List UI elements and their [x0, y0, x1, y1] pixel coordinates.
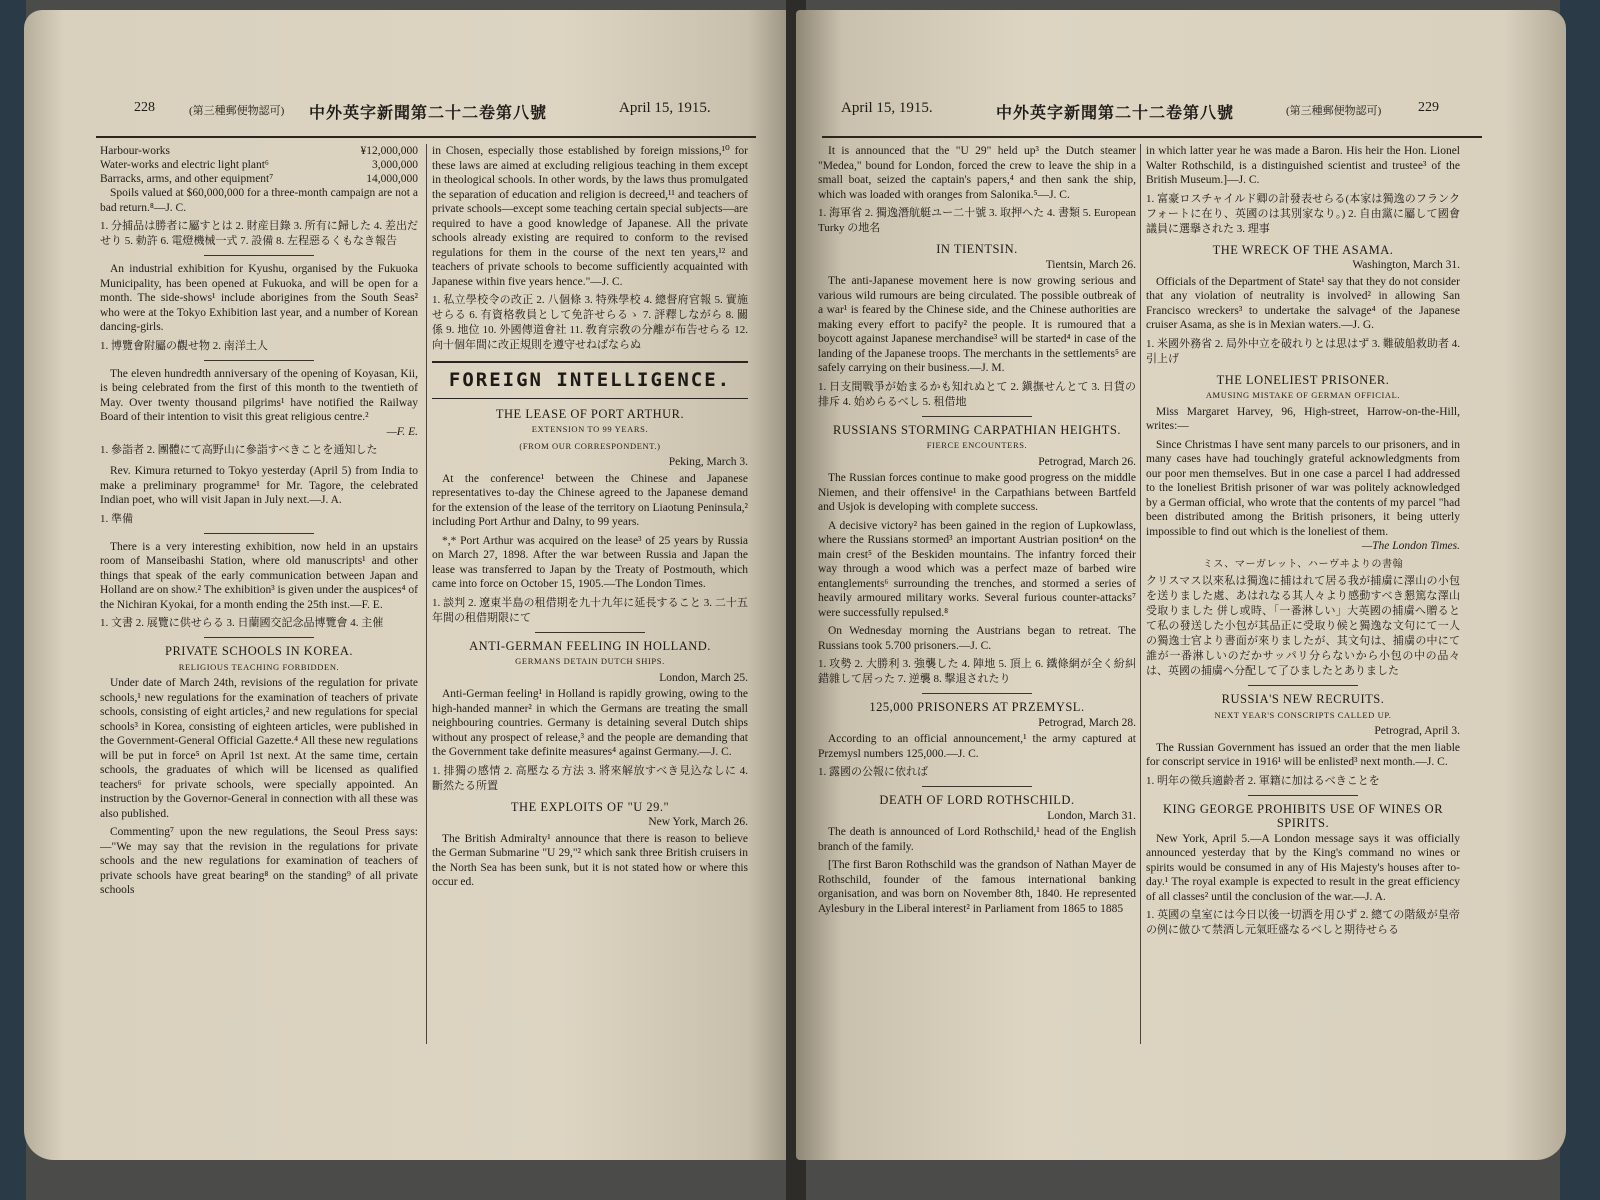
left-page-column-1 — [100, 144, 418, 902]
gloss-notes: 1. 私立學校令の改正 2. 八個條 3. 特殊學校 4. 總督府官報 5. 實施せらる 6. 有資格敎員として免許せらるゝ 7. 評釋しながら 8. 關係 9. 地位 10. 外國傳道會社 11. 敎育宗敎の分離が布告せらる 12. 向十個年間に改正規則を遵守せねばならぬ — [432, 294, 748, 351]
gloss-notes: 1. 英國の皇室には今日以後一切酒を用ひず 2. 總ての階級が皇帝の例に倣ひて禁酒し元氣旺盛なるべしと期待せらる — [1146, 909, 1460, 936]
gloss-notes: 1. 談判 2. 遼東半島の租借期を九十九年に延長すること 3. 二十五年間の租借期限にて — [432, 596, 748, 624]
gloss-notes: 1. 露國の公報に依れば — [818, 766, 928, 778]
left-page — [24, 10, 794, 1160]
article-text: There is a very interesting exhibition, now held in an upstairs room of Manseibashi Station, where old manuscripts¹ and other things that speak of the early communication between Japan and Holland are on show.² The exhibition³ is given under the auspices⁴ of the Nichiran Kyokai, for a month ending the 25th inst.—F. E. — [100, 540, 418, 611]
article-text: Anti-German feeling¹ in Holland is rapidly growing, owing to the high-handed manner² in which the Germans are treating the small neighbouring countries. Germany is detaining several Dutch ships without any prospect of release,³ and the people are demanding that the Government take definite measures⁴ against Germany.—J. C. — [432, 688, 748, 758]
article-text: It is announced that the "U 29" held up³ the Dutch steamer "Medea," bound for London, forced the crew to leave the ship in a small boat, seized the captain's papers,⁴ and then sank the ship, which was loaded with oranges from Salonika.⁵—J. C. — [818, 145, 1136, 201]
article-text: Commenting⁷ upon the new regulations, the Seoul Press says:—"We may say that the revision in the regulations for private schools and the new regulations for examination of teachers of private schools have great bearing⁸ on the standing⁹ of all private schools — [100, 826, 418, 896]
gloss-notes: 1. 明年の徵兵適齡者 2. 軍籍に加はるべきことを — [1146, 774, 1380, 787]
page-number: 229 — [1418, 100, 1439, 115]
dateline: London, March 25. — [659, 671, 748, 684]
divider — [204, 255, 314, 256]
gloss-notes: 1. 海軍省 2. 獨逸潛航艇ユー二十號 3. 取押へた 4. 書類 5. European Turky の地名 — [818, 207, 1136, 234]
book-cover-right — [1560, 0, 1600, 1200]
column-rule — [1140, 144, 1141, 1044]
dateline: New York, March 26. — [648, 816, 748, 828]
article-text: The anti-Japanese movement here is now growing serious and various wild rumours are being circulated. The possible outbreak of a war¹ is feared by the Chinese side, and the Chinese authorities are making every effort to pacify² the people. It is rumoured that a boycott against Japanese merchandise³ will be started⁴ in case of the landing of the Japanese troops. The merchants in the settlements⁵ are safely carrying on their business.—J. M. — [818, 275, 1136, 374]
gloss-notes: 1. 博覽會附屬の觀せ物 2. 南洋土人 — [100, 339, 268, 352]
article-text: The British Admiralty¹ announce that there is reason to believe the German Submarine "U 29,"² which sank three British cruisers in the North Sea has been sunk, but it is not stated how or where this occur ed. — [432, 832, 748, 888]
article-heading: 125,000 PRISONERS AT PRZEMYSL. — [869, 700, 1085, 714]
article-text: The Russian Government has issued an order that the men liable for conscript service in 1916¹ will be enlisted³ next month.—J. C. — [1146, 741, 1460, 768]
article-text: At the conference¹ between the Chinese and Japanese representatives to-day the Chinese agreed to the Japanese demand for the extension of the lease of the territory on Liaotung Peninsula,² including Port Arthur and Dalny, to 99 years. — [432, 472, 748, 528]
dateline: Peking, March 3. — [668, 456, 748, 468]
article-heading: ANTI-GERMAN FEELING IN HOLLAND. — [469, 638, 711, 653]
gloss-notes: 1. 排獨の感情 2. 高壓なる方法 3. 將來解放すべき見込なしに 4. 斷然たる所置 — [432, 764, 748, 792]
dateline: Petrograd, April 3. — [1374, 725, 1460, 737]
left-page-header — [104, 100, 754, 130]
article-text: Miss Margaret Harvey, 96, High-street, Harrow-on-the-Hill, writes:— — [1146, 405, 1460, 432]
column-rule — [426, 144, 427, 1044]
divider — [922, 693, 1032, 694]
signature: —F. E. — [386, 425, 418, 438]
article-subheading: GERMANS DETAIN DUTCH SHIPS. — [515, 656, 665, 666]
article-text: in which latter year he was made a Baron. His heir the Hon. Lionel Walter Rothschild, is a distinguished scientist and trustee³ of the British Museum.]—J. C. — [1146, 145, 1460, 186]
issue-date: April 15, 1915. — [619, 100, 711, 116]
divider — [922, 416, 1032, 417]
article-heading: THE WRECK OF THE ASAMA. — [1212, 242, 1394, 257]
header-rule — [822, 136, 1482, 138]
article-text: The Russian forces continue to make good progress on the middle Niemen, and their offensive¹ in the Carpathians between Bartfeld and Usjok is developing with complete success. — [818, 472, 1136, 513]
article-heading: DEATH OF LORD ROTHSCHILD. — [879, 793, 1075, 807]
journal-title: 中外英字新聞第二十二卷第八號 — [309, 105, 548, 122]
gloss-notes: 1. 攻勢 2. 大勝利 3. 強襲した 4. 陣地 5. 頂上 6. 鐵條網が全く紛糾錯雜して居った 7. 逆襲 8. 擊退されたり — [818, 658, 1136, 685]
article-subheading: FIERCE ENCOUNTERS. — [926, 440, 1028, 450]
article-text: Officials of the Department of State¹ say that they do not consider that any violation of neutrality is involved² in allowing San Francisco wreckers³ to undertake the salvage⁴ of the Japanese cruiser Asama, as she is in Mexian waters.—J. G. — [1146, 275, 1460, 331]
right-page-column-2 — [1146, 144, 1460, 944]
article-text: Spoils valued at $60,000,000 for a three-month campaign are not a bad return.⁸—J. C. — [100, 187, 418, 214]
article-text: On Wednesday morning the Austrians began to retreat. The Russians took 5.700 prisoners.—J. C. — [818, 625, 1136, 652]
article-heading: PRIVATE SCHOOLS IN KOREA. — [165, 644, 353, 658]
dateline: Petrograd, March 26. — [1038, 455, 1136, 468]
divider — [204, 533, 314, 534]
article-text: A decisive victory² has been gained in the region of Lupkowlass, where the Russians stormed³ an important Austrian position⁴ on the main crest⁵ of the Beskiden mountains. The infantry forced their way through a wood which was a perfect maze of barbed wire entanglements⁶ surrounding the trenches, and stormed a series of heavily armoured military works. Several furious counter-attacks⁷ were successfully repulsed.⁸ — [818, 519, 1136, 619]
article-text: in Chosen, especially those established by foreign missions,¹⁰ for these laws are aimed at excluding religious teaching in them except in theological schools. In other words, by the laws thus promulgated the separation of education and religion is decreed,¹¹ and teachers of private schools—except some teaching certain special subjects—are required to have a good knowledge of Japanese. All the private schools already existing are required to conform to the revised regulations for them in the course of the next ten years,¹² and teachers of private schools to become sufficiently acquainted with Japanese within five years hence."—J. C. — [432, 145, 748, 288]
dateline: Tientsin, March 26. — [1045, 258, 1136, 271]
article-text: Under date of March 24th, revisions of the regulation for private schools,¹ new regulations for the examination of teachers of private schools, consisting of eight articles,² and new regulations for special schools³ in Korea, consisting of eighteen articles, were published in the Government-General Official Gazette.⁴ All these new regulations will be put in force⁵ on April 1st next. At the same time, certain schools, the graduates of which will be licensed as qualified teachers⁶ for private schools, were specially appointed. An instruction by the Governor-General in connection with all these was also published. — [100, 677, 418, 820]
dateline: London, March 31. — [1047, 809, 1136, 822]
divider — [922, 786, 1032, 787]
gloss-notes: 1. 富豪ロスチャイルド卿の計發表せらる(本家は獨逸のフランクフォートに在り、英國のは其別家なり。) 2. 自由黨に屬して國會議員に選擧された 3. 理事 — [1146, 192, 1460, 235]
article-heading: THE EXPLOITS OF "U 29." — [510, 799, 670, 814]
article-text: The death is announced of Lord Rothschild,¹ head of the English branch of the family. — [818, 826, 1136, 853]
divider — [204, 637, 314, 638]
article-subheading: RELIGIOUS TEACHING FORBIDDEN. — [178, 661, 340, 672]
article-heading: IN TIENTSIN. — [936, 242, 1018, 256]
article-text: New York, April 5.—A London message says it was officially announced yesterday that by the King's command no wines or spirits would be consumed in any of His Majesty's houses after to-day.¹ The royal example is expected to result in the great efficiency of all classes² until the conclusion of the war.—J. A. — [1146, 832, 1460, 903]
article-heading: RUSSIA'S NEW RECRUITS. — [1221, 692, 1385, 706]
article-text: *,* Port Arthur was acquired on the lease³ of 25 years by Russia on March 27, 1898. After the war between Russia and Japan the lease was transferred to Japan by the Treaty of Postmouth, which came into force on October 15, 1905.—The London Times. — [432, 534, 748, 590]
right-page-column-1 — [818, 144, 1136, 920]
left-page-column-2 — [432, 144, 748, 894]
article-subheading: AMUSING MISTAKE OF GERMAN OFFICIAL. — [1205, 390, 1401, 400]
signature: —The London Times. — [1361, 540, 1460, 552]
article-text: The eleven hundredth anniversary of the opening of Koyasan, Kii, is being celebrated from the first of this month to the twentieth of May. Over twenty thousand pilgrims¹ have notified the Railway Board of their intention to visit this great religious centre.² — [100, 367, 418, 423]
postal-permit: (第三種郵便物認可) — [189, 105, 285, 117]
right-page — [796, 10, 1566, 1160]
journal-title: 中外英字新聞第二十二卷第八號 — [996, 105, 1235, 122]
gloss-notes: 1. 準備 — [100, 512, 133, 525]
translation-text: クリスマス以來私は獨逸に捕はれて居る我が捕虜に澤山の小包を送りました處、あはれなる其人々より感動すべき懇篤な澤山受取りました 併し或時、「一番淋しい」大英國の捕虜へ贈るとて私の發送した小包が其品正に受取り候と獨逸な文句にて一人の獨逸士官より書面が來りましたが、其文句は、捕虜の中にて誰が一番淋しいのだかサッパリ分らないから小包の中の品々は、英國の捕虜へ分配して了ひましたとありました — [1146, 575, 1460, 677]
article-heading: THE LEASE OF PORT ARTHUR. — [495, 406, 685, 421]
article-text: An industrial exhibition for Kyushu, organised by the Fukuoka Municipality, has been opened at Fukuoka, and will be open for a month. The side-shows¹ include aborigines from the South Seas² who were at the Tokyo Exhibition last year, and a number of Korean dancing-girls. — [100, 263, 418, 333]
article-heading: KING GEORGE PROHIBITS USE OF WINES OR SPIRITS. — [1162, 801, 1444, 830]
article-subheading: NEXT YEAR'S CONSCRIPTS CALLED UP. — [1214, 709, 1392, 720]
gloss-notes: 1. 參詣者 2. 團體にて高野山に參詣すべきことを通知した — [100, 444, 378, 456]
article-text: Rev. Kimura returned to Tokyo yesterday (April 5) from India to make a preliminary programme¹ for Mr. Tagore, the celebrated Indian poet, who will visit Japan in July next.—J. A. — [100, 465, 418, 506]
gloss-notes: 1. 日支間戰爭が始まるかも知れぬとて 2. 鎭撫せんとて 3. 日貨の排斥 4. 始めらるべし 5. 租借地 — [818, 380, 1136, 408]
article-heading: RUSSIANS STORMING CARPATHIAN HEIGHTS. — [833, 422, 1121, 437]
divider — [204, 360, 314, 361]
budget-row: Water-works and electric light plant⁶ 3,000,000 — [100, 159, 418, 171]
divider — [1248, 685, 1358, 686]
header-rule — [96, 136, 756, 138]
divider — [1248, 795, 1358, 796]
page-number: 228 — [134, 100, 155, 115]
dateline: Petrograd, March 28. — [1038, 716, 1136, 729]
article-text: [The first Baron Rothschild was the grandson of Nathan Mayer de Rothschild, founder of the famous international banking organisation, and was born on November 8th, 1840. He represented Aylesbury in the Liberal interest² in Parliament from 1865 to 1885 — [818, 859, 1136, 915]
article-heading: THE LONELIEST PRISONER. — [1216, 372, 1390, 387]
budget-row: Harbour-works ¥12,000,000 — [100, 145, 418, 157]
article-text: According to an official announcement,¹ the army captured at Przemysl numbers 125,000.—J. C. — [818, 733, 1136, 760]
gloss-notes: 1. 分捕品は勝者に屬すとは 2. 財産目錄 3. 所有に歸した 4. 差出だせり 5. 勅許 6. 電燈機械一式 7. 設備 8. 左程惡るくもなき報告 — [100, 220, 418, 247]
book-cover-left — [0, 0, 26, 1200]
postal-permit: (第三種郵便物認可) — [1286, 105, 1382, 117]
budget-row: Barracks, arms, and other equipment⁷ 14,000,000 — [100, 173, 418, 185]
gloss-notes: 1. 米國外務省 2. 局外中立を破れりとは思はず 3. 難破船救助者 4. 引上げ — [1146, 337, 1460, 365]
issue-date: April 15, 1915. — [841, 100, 933, 116]
article-subheading: EXTENSION TO 99 YEARS. — [531, 424, 649, 434]
gloss-notes: 1. 文書 2. 展覽に供せらる 3. 日蘭國交記念品博覽會 4. 主催 — [100, 617, 384, 629]
section-title: FOREIGN INTELLIGENCE. — [432, 361, 748, 399]
right-page-header — [836, 100, 1486, 130]
translation-title: ミス、マーガレット、ハーヴヰよりの書翰 — [1202, 558, 1404, 570]
article-text: Since Christmas I have sent many parcels to our prisoners, and in many cases have had touchingly grateful acknowledgments from our poor men themselves. But in one case a parcel I had addressed to the loneliest British prisoner of war was politely acknowledged by a German official, who wrote that the contents of my parcel "had been distributed among the British prisoners, it being utterly impossible to find out which is the loneliest of them. — [1146, 438, 1460, 538]
dateline: Washington, March 31. — [1352, 259, 1460, 271]
divider — [535, 632, 645, 633]
article-subheading: (FROM OUR CORRESPONDENT.) — [519, 440, 661, 451]
